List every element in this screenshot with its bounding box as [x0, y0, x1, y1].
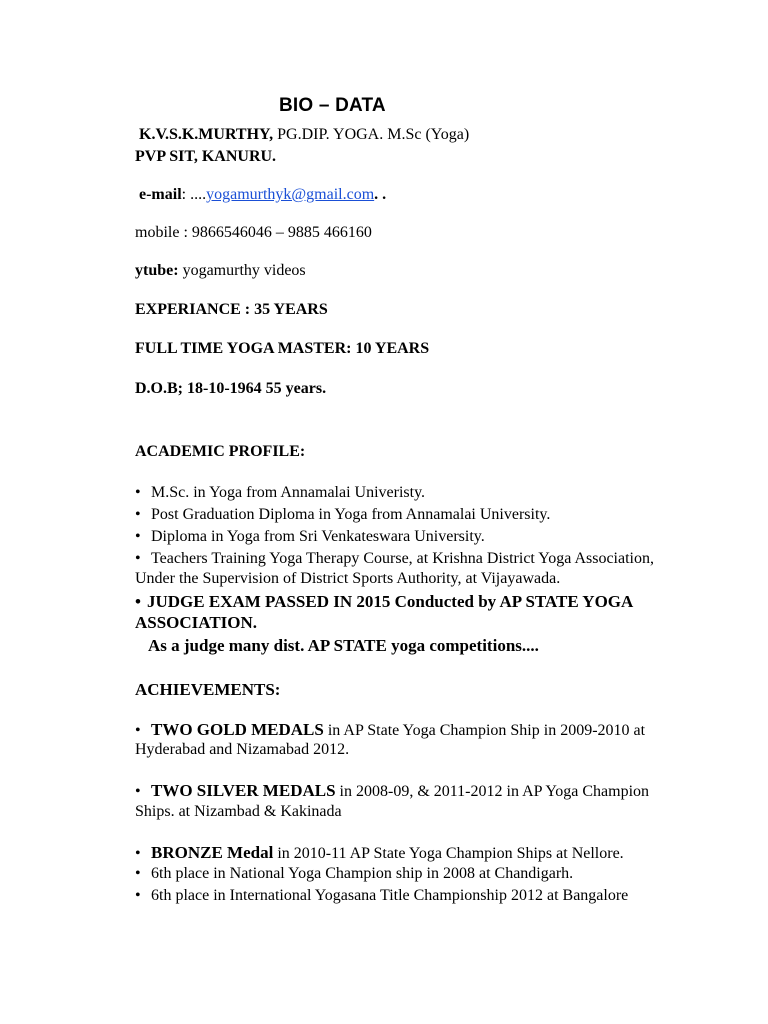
achievement-silver: • TWO SILVER MEDALS in 2008-09, & 2011-2012 in AP Yoga Champion	[135, 781, 650, 800]
qualifications: PG.DIP. YOGA. M.Sc (Yoga)	[273, 126, 470, 143]
bullet-icon: •	[135, 865, 141, 882]
email-prefix: : ....	[181, 186, 207, 203]
ytube-value: yogamurthy videos	[178, 262, 306, 279]
bullet-icon: •	[135, 592, 141, 611]
person-name: K.V.S.K.MURTHY,	[139, 126, 274, 143]
email-link[interactable]: yogamurthyk@gmail.com	[206, 186, 375, 203]
ytube-line	[135, 262, 306, 280]
bullet-icon: •	[135, 550, 141, 567]
email-suffix: . .	[374, 186, 387, 203]
achievement-bronze: • BRONZE Medal in 2010-11 AP State Yoga Champion Ships at Nellore.	[135, 843, 624, 862]
bullet-icon: •	[135, 506, 141, 523]
achievements-heading: ACHIEVEMENTS:	[135, 680, 281, 699]
email-line	[139, 186, 386, 204]
academic-item-ttc-cont: Under the Supervision of District Sports Authority, at Vijayawada.	[135, 570, 561, 587]
judge-item-cont: ASSOCIATION.	[135, 613, 258, 632]
bullet-icon: •	[135, 783, 141, 800]
ytube-label: ytube:	[135, 262, 179, 279]
bullet-icon: •	[135, 845, 141, 862]
achievement-gold-cont: Hyderabad and Nizamabad 2012.	[135, 741, 350, 758]
bullet-icon: •	[135, 722, 141, 739]
fulltime-yoga-master: FULL TIME YOGA MASTER: 10 YEARS	[135, 340, 430, 357]
academic-item: • M.Sc. in Yoga from Annamalai Univeristy.	[135, 484, 426, 501]
judge-item: • JUDGE EXAM PASSED IN 2015 Conducted by AP STATE YOGA	[135, 592, 634, 611]
name-line	[139, 126, 469, 144]
achievement-national: • 6th place in National Yoga Champion ship in 2008 at Chandigarh.	[135, 865, 574, 882]
academic-item-ttc: • Teachers Training Yoga Therapy Course, at Krishna District Yoga Association,	[135, 550, 654, 567]
experience: EXPERIANCE : 35 YEARS	[135, 301, 328, 318]
email-label: e-mail	[139, 186, 182, 203]
bullet-icon: •	[135, 887, 141, 904]
academic-item: • Diploma in Yoga from Sri Venkateswara University.	[135, 528, 485, 545]
bullet-icon: •	[135, 484, 141, 501]
achievement-silver-cont: Ships. at Nizambad & Kakinada	[135, 803, 342, 820]
achievement-international: • 6th place in International Yogasana Title Championship 2012 at Bangalore	[135, 887, 629, 904]
document-title: BIO – DATA	[279, 95, 386, 116]
bullet-icon: •	[135, 528, 141, 545]
date-of-birth: D.O.B; 18-10-1964 55 years.	[135, 380, 327, 397]
achievement-gold: • TWO GOLD MEDALS in AP State Yoga Champion Ship in 2009-2010 at	[135, 720, 646, 739]
academic-item: • Post Graduation Diploma in Yoga from Annamalai University.	[135, 506, 551, 523]
institution: PVP SIT, KANURU.	[135, 148, 277, 165]
mobile-line: mobile : 9866546046 – 9885 466160	[135, 224, 372, 241]
judge-note: As a judge many dist. AP STATE yoga competitions....	[148, 636, 539, 655]
academic-heading: ACADEMIC PROFILE:	[135, 443, 306, 460]
